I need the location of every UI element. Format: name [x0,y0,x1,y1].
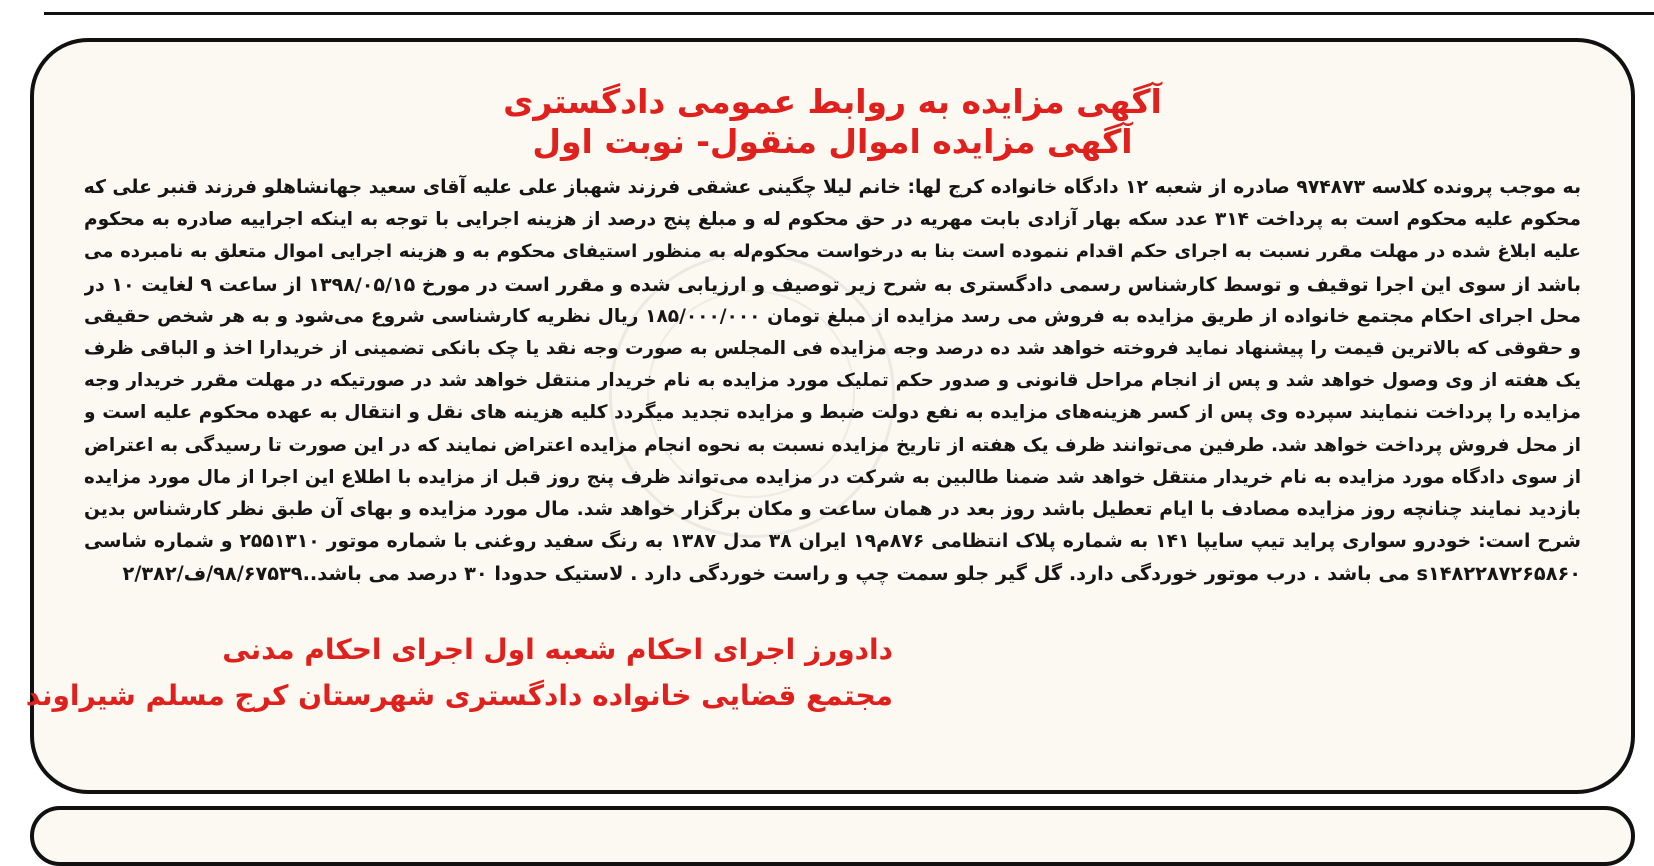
body-line: محل اجرای احکام مجتمع خانواده از طریق مزایده به فروش می رسد مزایده از مبلغ تومان ۱۸۵/۰۰۰/۰۰۰ ریال نظریه کارشناسی شروع می‌شود و به هر شخص حقیقی [84,305,1581,327]
body-line: محکوم علیه محکوم است به پرداخت ۳۱۴ عدد سکه بهار آزادی بابت مهریه در حق محکوم له و مبلغ پنج درصد از هزینه اجرایی با توجه به اینکه اجراییه صادره به محکوم [84,209,1581,231]
body-line: و حقوقی که بالاترین قیمت را پیشنهاد نماید فروخته خواهد شد ده درصد وجه مزایده فی المجلس به صورت وجه نقد یا چک بانکی تضمینی از خریدارا اخذ و الباقی ظرف [84,338,1581,360]
notice-title-block [34,82,1631,162]
body-line: از محل فروش پرداخت خواهد شد. طرفین می‌توانند ظرف یک هفته از تاریخ مزایده نسبت به نحوه انجام مزایده اعتراض نمایند که در این صورت تا رسیدگی به اعتراض [84,434,1581,456]
top-divider-line [44,12,1654,15]
signature-block [26,627,893,719]
body-line: باشد از سوی این اجرا توقیف و توسط کارشناس رسمی دادگستری به شرح زیر توصیف و ارزیابی شده و مقرر است در مورخ ۱۳۹۸/۰۵/۱۵ از ساعت ۹ لغایت ۱۰ در [84,273,1581,296]
body-line: علیه ابلاغ شده در مهلت مقرر نسبت به اجرای حکم اقدام ننموده است بنا به درخواست محکوم‌له به منظور استیفای محکوم به و هزینه اجرایی اموال متعلق به نامبرده می [84,241,1581,263]
body-line: به موجب پرونده کلاسه ۹۷۴۸۷۳ صادره از شعبه ۱۲ دادگاه خانواده کرج لها: خانم لیلا چگینی عشقی فرزند شهباز علی علیه آقای سعید جهانشاهلو فرزند قنبر علی که [84,177,1581,198]
body-line: مزایده را پرداخت ننمایند سپرده وی پس از کسر هزینه‌های مزایده به نفع دولت ضبط و مزایده تجدید میگردد کلیه هزینه های نقل و انتقال به عهده محکوم علیه است و [84,402,1581,424]
body-line: یک هفته از وی وصول خواهد شد و پس از انجام مراحل قانونی و صدور حکم تملیک مورد مزایده به نام خریدار منتقل خواهد شد در صورتیکه در مهلت مقرر خریدار وجه [84,370,1581,392]
notice-subtitle: آگهی مزایده اموال منقول- نوبت اول [532,122,1133,161]
notice-title: آگهی مزایده به روابط عمومی دادگستری [503,82,1162,121]
next-notice-box-edge [30,806,1635,866]
body-line: بازدید نمایند چنانچه روز مزایده مصادف با ایام تعطیل باشد روز بعد در همان ساعت و مکان برگزار خواهد شد. مال مورد مزایده و بهای آن طبق نظر کارشناس بدین [84,499,1581,521]
body-line: شرح است: خودرو سواری پراید تیپ سایپا ۱۴۱ به شماره پلاک انتظامی ۸۷۶م۱۹ ایران ۳۸ مدل ۱۳۸۷ به رنگ سفید روغنی با شماره موتور ۲۵۵۱۳۱۰ و شماره شاسی [84,531,1581,553]
signature-title: دادورز اجرای احکام شعبه اول اجرای احکام مدنی [222,633,893,666]
body-line: از سوی دادگاه مورد مزایده به نام خریدار منتقل خواهد شد ضمنا طالبین به شرکت در مزایده می‌تواند ظرف پنج روز قبل از مزایده با اطلاع این اجرا از مال مورد مزایده [84,466,1581,488]
body-line-last: s۱۴۸۲۲۸۷۲۶۵۸۶۰ می باشد . درب موتور خوردگی دارد. گل گیر جلو سمت چپ و راست خوردگی دارد . لاستیک حدودا ۳۰ درصد می باشد..۹۸/۶۷۵۳۹/ف/۲/۳۸۲ [122,562,1581,586]
notice-body [84,172,1581,591]
auction-notice-box [25,38,1635,794]
signature-organization: مجتمع قضایی خانواده دادگستری شهرستان کرج مسلم شیراوند [25,679,893,712]
